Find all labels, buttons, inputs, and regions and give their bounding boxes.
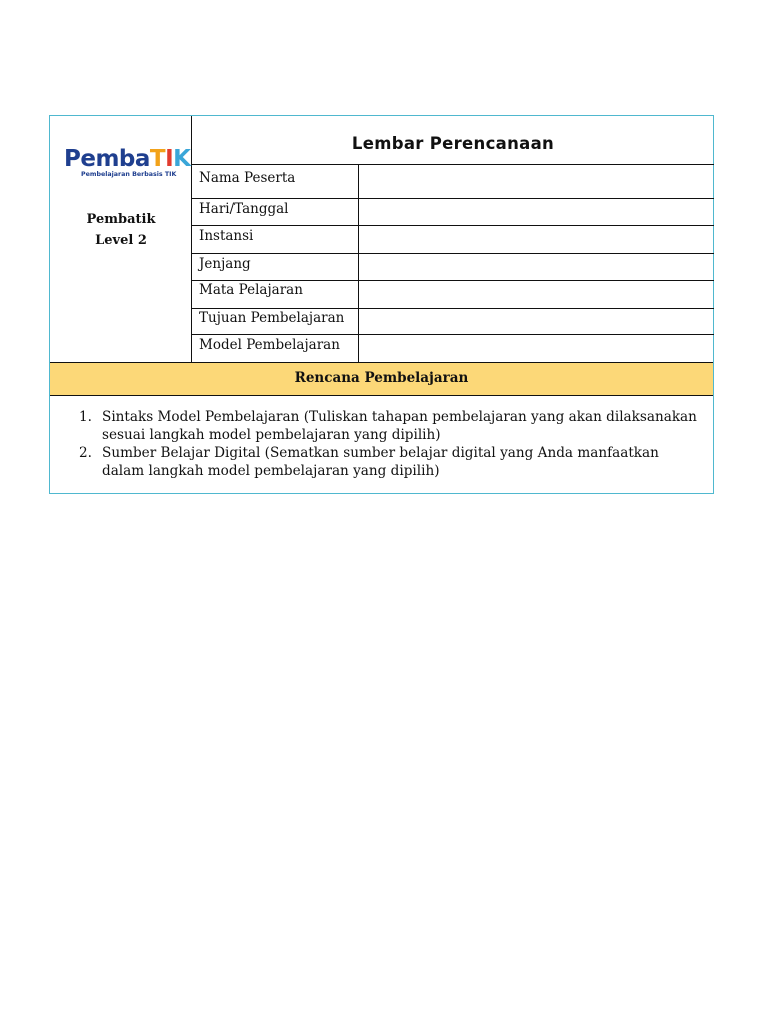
identity-form: [192, 116, 714, 362]
program-name: Pembatik: [86, 212, 156, 227]
form-row-label: Tujuan Pembelajaran: [192, 309, 359, 334]
hari-tanggal-field[interactable]: [359, 199, 714, 225]
list-number: 1.: [79, 409, 92, 425]
form-row-label: Hari/Tanggal: [192, 199, 359, 225]
form-row-instansi: [192, 226, 714, 254]
nama-peserta-field[interactable]: [359, 165, 714, 198]
form-row-label: Nama Peserta: [192, 165, 359, 198]
form-row-mata-pelajaran: [192, 281, 714, 309]
form-row-nama-peserta: [192, 165, 714, 199]
list-item: [50, 444, 701, 480]
form-row-tujuan-pembelajaran: [192, 309, 714, 335]
list-number: 2.: [79, 445, 92, 461]
form-row-label: Model Pembelajaran: [192, 335, 359, 362]
program-level: Level 2: [95, 233, 147, 248]
pembatik-logo: [64, 146, 191, 186]
mata-pelajaran-field[interactable]: [359, 281, 714, 308]
logo-wordmark: PembaTIK: [64, 146, 191, 172]
form-row-label: Mata Pelajaran: [192, 281, 359, 308]
form-row-hari-tanggal: [192, 199, 714, 226]
logo-tagline: Pembelajaran Berbasis TIK: [81, 171, 177, 178]
section-header-rencana: Rencana Pembelajaran: [50, 362, 713, 396]
plan-list: [50, 396, 713, 480]
list-item-text: Sintaks Model Pembelajaran (Tuliskan tahapan pembelajaran yang akan dilaksanakan sesuai langkah model pembelajaran yang dipilih): [102, 409, 697, 443]
planning-sheet: [49, 115, 714, 494]
jenjang-field[interactable]: [359, 254, 714, 280]
form-row-label: Jenjang: [192, 254, 359, 280]
model-pembelajaran-field[interactable]: [359, 335, 714, 362]
form-row-model-pembelajaran: [192, 335, 714, 362]
form-row-jenjang: [192, 254, 714, 281]
form-row-label: Instansi: [192, 226, 359, 253]
form-title: Lembar Perencanaan: [192, 116, 714, 165]
list-item: [50, 408, 701, 444]
logo-column: [50, 116, 192, 362]
tujuan-pembelajaran-field[interactable]: [359, 309, 714, 334]
instansi-field[interactable]: [359, 226, 714, 253]
list-item-text: Sumber Belajar Digital (Sematkan sumber belajar digital yang Anda manfaatkan dalam langkah model pembelajaran yang dipilih): [102, 445, 659, 479]
